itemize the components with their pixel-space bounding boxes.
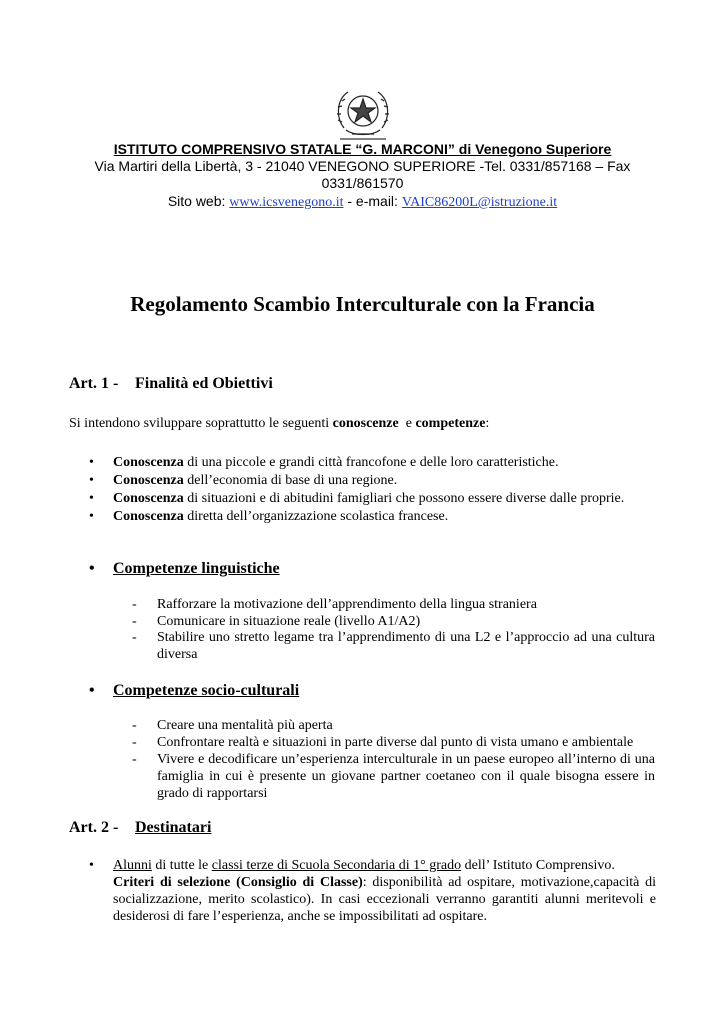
list-item-text: diretta dell’organizzazione scolastica francese. [183, 509, 449, 524]
text-span: di tutte le [151, 858, 212, 873]
socio-heading [89, 682, 300, 700]
contacts-line [0, 193, 725, 211]
bullet: • [89, 473, 94, 488]
intro-colon: : [485, 416, 490, 431]
art1-heading [69, 375, 273, 393]
intro-and: e [398, 416, 416, 431]
art1-number: Art. 1 - [69, 375, 119, 392]
dash: - [132, 597, 137, 612]
address-line: Via Martiri della Libertà, 3 - 21040 VENEGONO SUPERIORE -Tel. 0331/857168 – Fax [94, 158, 631, 174]
dash: - [132, 614, 137, 629]
list-item-bold: Conoscenza [113, 473, 184, 488]
list-item-text: Creare una mentalità più aperta [157, 718, 333, 733]
criteria-label: Criteri di selezione (Consiglio di Classe) [113, 875, 363, 890]
bullet: • [89, 858, 94, 873]
list-item-text: Confrontare realtà e situazioni in parte diverse dal punto di vista umano e ambientale [157, 735, 634, 750]
list-item-text: Rafforzare la motivazione dell’apprendimento della lingua straniera [157, 597, 537, 612]
list-item-text: Comunicare in situazione reale (livello A1/A2) [157, 614, 421, 629]
list-item-text: dell’economia di base di una regione. [183, 473, 398, 488]
text-span: dell’ Istituto Comprensivo. [461, 858, 615, 873]
list-item-text: di situazioni e di abitudini famigliari che possono essere diverse dalle proprie. [183, 491, 625, 506]
linguistic-heading-text: Competenze linguistiche [113, 560, 280, 577]
bullet: • [89, 491, 94, 506]
list-item [89, 472, 398, 489]
students-text: Alunni [113, 858, 152, 873]
intro-knowledge: conoscenze [332, 416, 399, 431]
dash: - [132, 735, 137, 750]
art2-heading [69, 819, 211, 837]
intro-skills: competenze [415, 416, 486, 431]
dash: - [132, 718, 137, 733]
art2-number: Art. 2 - [69, 819, 119, 836]
linguistic-heading [89, 560, 280, 578]
italian-republic-emblem-icon [332, 84, 394, 140]
bullet: • [89, 509, 94, 524]
art1-intro [69, 415, 489, 432]
list-item [132, 629, 655, 663]
art1-title: Finalità ed Obiettivi [135, 375, 273, 392]
art2-paragraph [89, 857, 656, 925]
school-name: ISTITUTO COMPRENSIVO STATALE “G. MARCONI” di Venegono Superiore [113, 141, 612, 157]
website-link[interactable]: www.icsvenegono.it [229, 195, 344, 210]
classes-text: classi terze di Scuola Secondaria di 1° grado [211, 858, 462, 873]
list-item-bold: Conoscenza [113, 455, 184, 470]
email-link[interactable]: VAIC86200L@istruzione.it [401, 195, 558, 210]
criteria-text: : disponibilità ad ospitare, motivazione,capacità di socializzazione, merito scolastico). In casi eccezionali verranno garantiti alunni meritevoli e desiderosi di fare l’esperienza, anche se impossibilitati ad ospitare. [113, 875, 656, 924]
list-item-text: Stabilire uno stretto legame tra l’apprendimento di una L2 e l’approccio ad una cultura diversa [157, 630, 655, 662]
list-item-text: Vivere e decodificare un’esperienza interculturale in un paese europeo all’interno di una famiglia in cui è presente un giovane partner coetaneo con il quale bisogna essere in grado di rapportarsi [157, 752, 655, 801]
list-item-text: di una piccole e grandi città francofone e delle loro caratteristiche. [183, 455, 559, 470]
dash: - [132, 630, 137, 645]
list-item [89, 508, 449, 525]
list-item-bold: Conoscenza [113, 491, 184, 506]
socio-heading-text: Competenze socio-culturali [113, 682, 300, 699]
list-item [132, 613, 655, 630]
list-item-bold: Conoscenza [113, 509, 184, 524]
list-item [132, 717, 655, 734]
list-item [132, 751, 655, 802]
fax-line: 0331/861570 [321, 175, 404, 191]
email-label: - e-mail: [343, 193, 402, 209]
intro-text: Si intendono sviluppare soprattutto le seguenti [69, 416, 333, 431]
document-title: Regolamento Scambio Interculturale con la Francia [130, 292, 595, 316]
list-item [89, 454, 559, 471]
bullet: • [89, 455, 94, 470]
list-item [132, 596, 655, 613]
dash: - [132, 752, 137, 767]
art2-title: Destinatari [135, 819, 212, 836]
list-item [132, 734, 655, 751]
bullet: • [89, 682, 95, 699]
list-item [89, 490, 625, 507]
bullet: • [89, 560, 95, 577]
web-label: Sito web: [167, 193, 230, 209]
